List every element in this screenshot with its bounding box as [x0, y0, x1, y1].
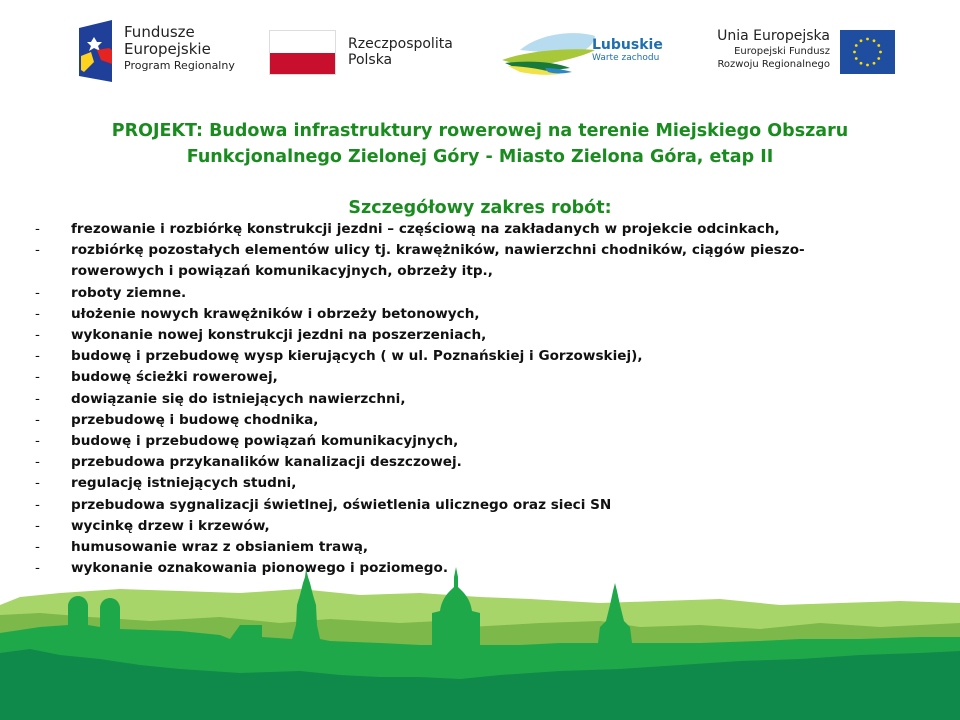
project-title-line2: Funkcjonalnego Zielonej Góry - Miasto Zielona Góra, etap II [186, 147, 774, 167]
scope-heading: Szczegółowy zakres robót: [348, 198, 612, 218]
unia-line2: Europejski Fundusz [734, 46, 830, 57]
scope-item-text: humusowanie wraz z obsianiem trawą, [71, 539, 369, 556]
scope-list-item [0, 219, 960, 240]
scope-list-item [0, 389, 960, 410]
eu-star-icon [877, 57, 880, 60]
fundusze-line1: Fundusze [124, 23, 195, 41]
bullet-dash: - [35, 475, 40, 492]
scope-list-item [0, 431, 960, 452]
scope-list [0, 219, 960, 579]
eu-star-icon [879, 51, 882, 54]
eu-flag-icon [840, 30, 895, 74]
eu-star-icon [860, 39, 863, 42]
scope-item-text: regulację istniejących studni, [71, 475, 297, 492]
bullet-dash: - [35, 369, 40, 386]
bullet-dash: - [35, 242, 40, 259]
city-skyline-illustration [0, 565, 960, 720]
bullet-dash: - [35, 496, 40, 513]
bullet-dash: - [35, 411, 40, 428]
scope-item-text: wykonanie oznakowania pionowego i poziomego. [71, 560, 448, 577]
scope-item-text: wykonanie nowej konstrukcji jezdni na poszerzeniach, [71, 327, 487, 344]
project-title-line1: PROJEKT: Budowa infrastruktury rowerowej na terenie Miejskiego Obszaru [111, 121, 849, 141]
eu-star-icon [866, 64, 869, 67]
scope-item-text: przebudowa sygnalizacji świetlnej, oświetlenia ulicznego oraz sieci SN [71, 496, 612, 513]
project-title [40, 118, 920, 170]
scope-list-item [0, 367, 960, 388]
unia-europejska-text [700, 28, 830, 71]
scope-item-continuation: rowerowych i powiązań komunikacyjnych, obrzeży itp., [71, 263, 493, 280]
eu-star-icon [855, 44, 858, 47]
fundusze-europejskie-logo-icon [79, 20, 112, 82]
eu-star-icon [877, 44, 880, 47]
scope-list-item [0, 410, 960, 431]
bullet-dash: - [35, 390, 40, 407]
bullet-dash: - [35, 560, 40, 577]
polska-line1: Rzeczpospolita [348, 36, 453, 52]
bullet-dash: - [35, 539, 40, 556]
eu-star-icon [853, 51, 856, 54]
eu-star-icon [873, 62, 876, 65]
scope-list-item [0, 495, 960, 516]
scope-item-text: budowę i przebudowę powiązań komunikacyjnych, [71, 433, 459, 450]
lubuskie-logo-icon [500, 28, 600, 78]
scope-list-item [0, 516, 960, 537]
fundusze-europejskie-text [124, 24, 235, 74]
bullet-dash: - [35, 433, 40, 450]
scope-list-item [0, 283, 960, 304]
fundusze-line3: Program Regionalny [124, 59, 235, 72]
scope-item-text: roboty ziemne. [71, 284, 187, 301]
rzeczpospolita-text [348, 36, 453, 68]
scope-list-item [0, 473, 960, 494]
scope-item-text: wycinkę drzew i krzewów, [71, 517, 270, 534]
scope-list-item [0, 346, 960, 367]
scope-item-text: frezowanie i rozbiórkę konstrukcji jezdni – częściową na zakładanych w projekcie odcinkach, [71, 221, 780, 237]
bullet-dash: - [35, 305, 40, 322]
eu-star-icon [855, 57, 858, 60]
scope-list-item [0, 537, 960, 558]
lubuskie-text [592, 38, 663, 64]
scope-item-text: budowę i przebudowę wysp kierujących ( w ul. Poznańskiej i Gorzowskiej), [71, 348, 643, 365]
fundusze-line2: Europejskie [124, 40, 211, 58]
scope-item-text: rozbiórkę pozostałych elementów ulicy tj. krawężników, nawierzchni chodników, ciągów pieszo- [71, 242, 805, 259]
scope-item-text: budowę ścieżki rowerowej, [71, 369, 278, 386]
bullet-dash: - [35, 221, 40, 237]
logo-bar [0, 0, 960, 100]
scope-list-item [0, 240, 960, 282]
eu-star-icon [866, 38, 869, 41]
scope-list-item [0, 325, 960, 346]
bullet-dash: - [35, 327, 40, 344]
lubuskie-line2: Warte zachodu [592, 53, 660, 63]
bullet-dash: - [35, 454, 40, 471]
eu-star-icon [860, 62, 863, 65]
lubuskie-line1: Lubuskie [592, 37, 663, 53]
polska-line2: Polska [348, 52, 393, 68]
scope-list-item [0, 452, 960, 473]
bullet-dash: - [35, 348, 40, 365]
scope-item-text: ułożenie nowych krawężników i obrzeży betonowych, [71, 305, 480, 322]
polish-flag-icon [269, 30, 336, 75]
scope-item-text: przebudowa przykanalików kanalizacji deszczowej. [71, 454, 462, 471]
unia-line3: Rozwoju Regionalnego [717, 59, 830, 70]
unia-line1: Unia Europejska [717, 28, 830, 44]
eu-star-icon [873, 39, 876, 42]
scope-item-text: dowiązanie się do istniejących nawierzchni, [71, 390, 406, 407]
bullet-dash: - [35, 284, 40, 301]
bullet-dash: - [35, 517, 40, 534]
scope-item-text: przebudowę i budowę chodnika, [71, 411, 319, 428]
scope-list-item [0, 304, 960, 325]
